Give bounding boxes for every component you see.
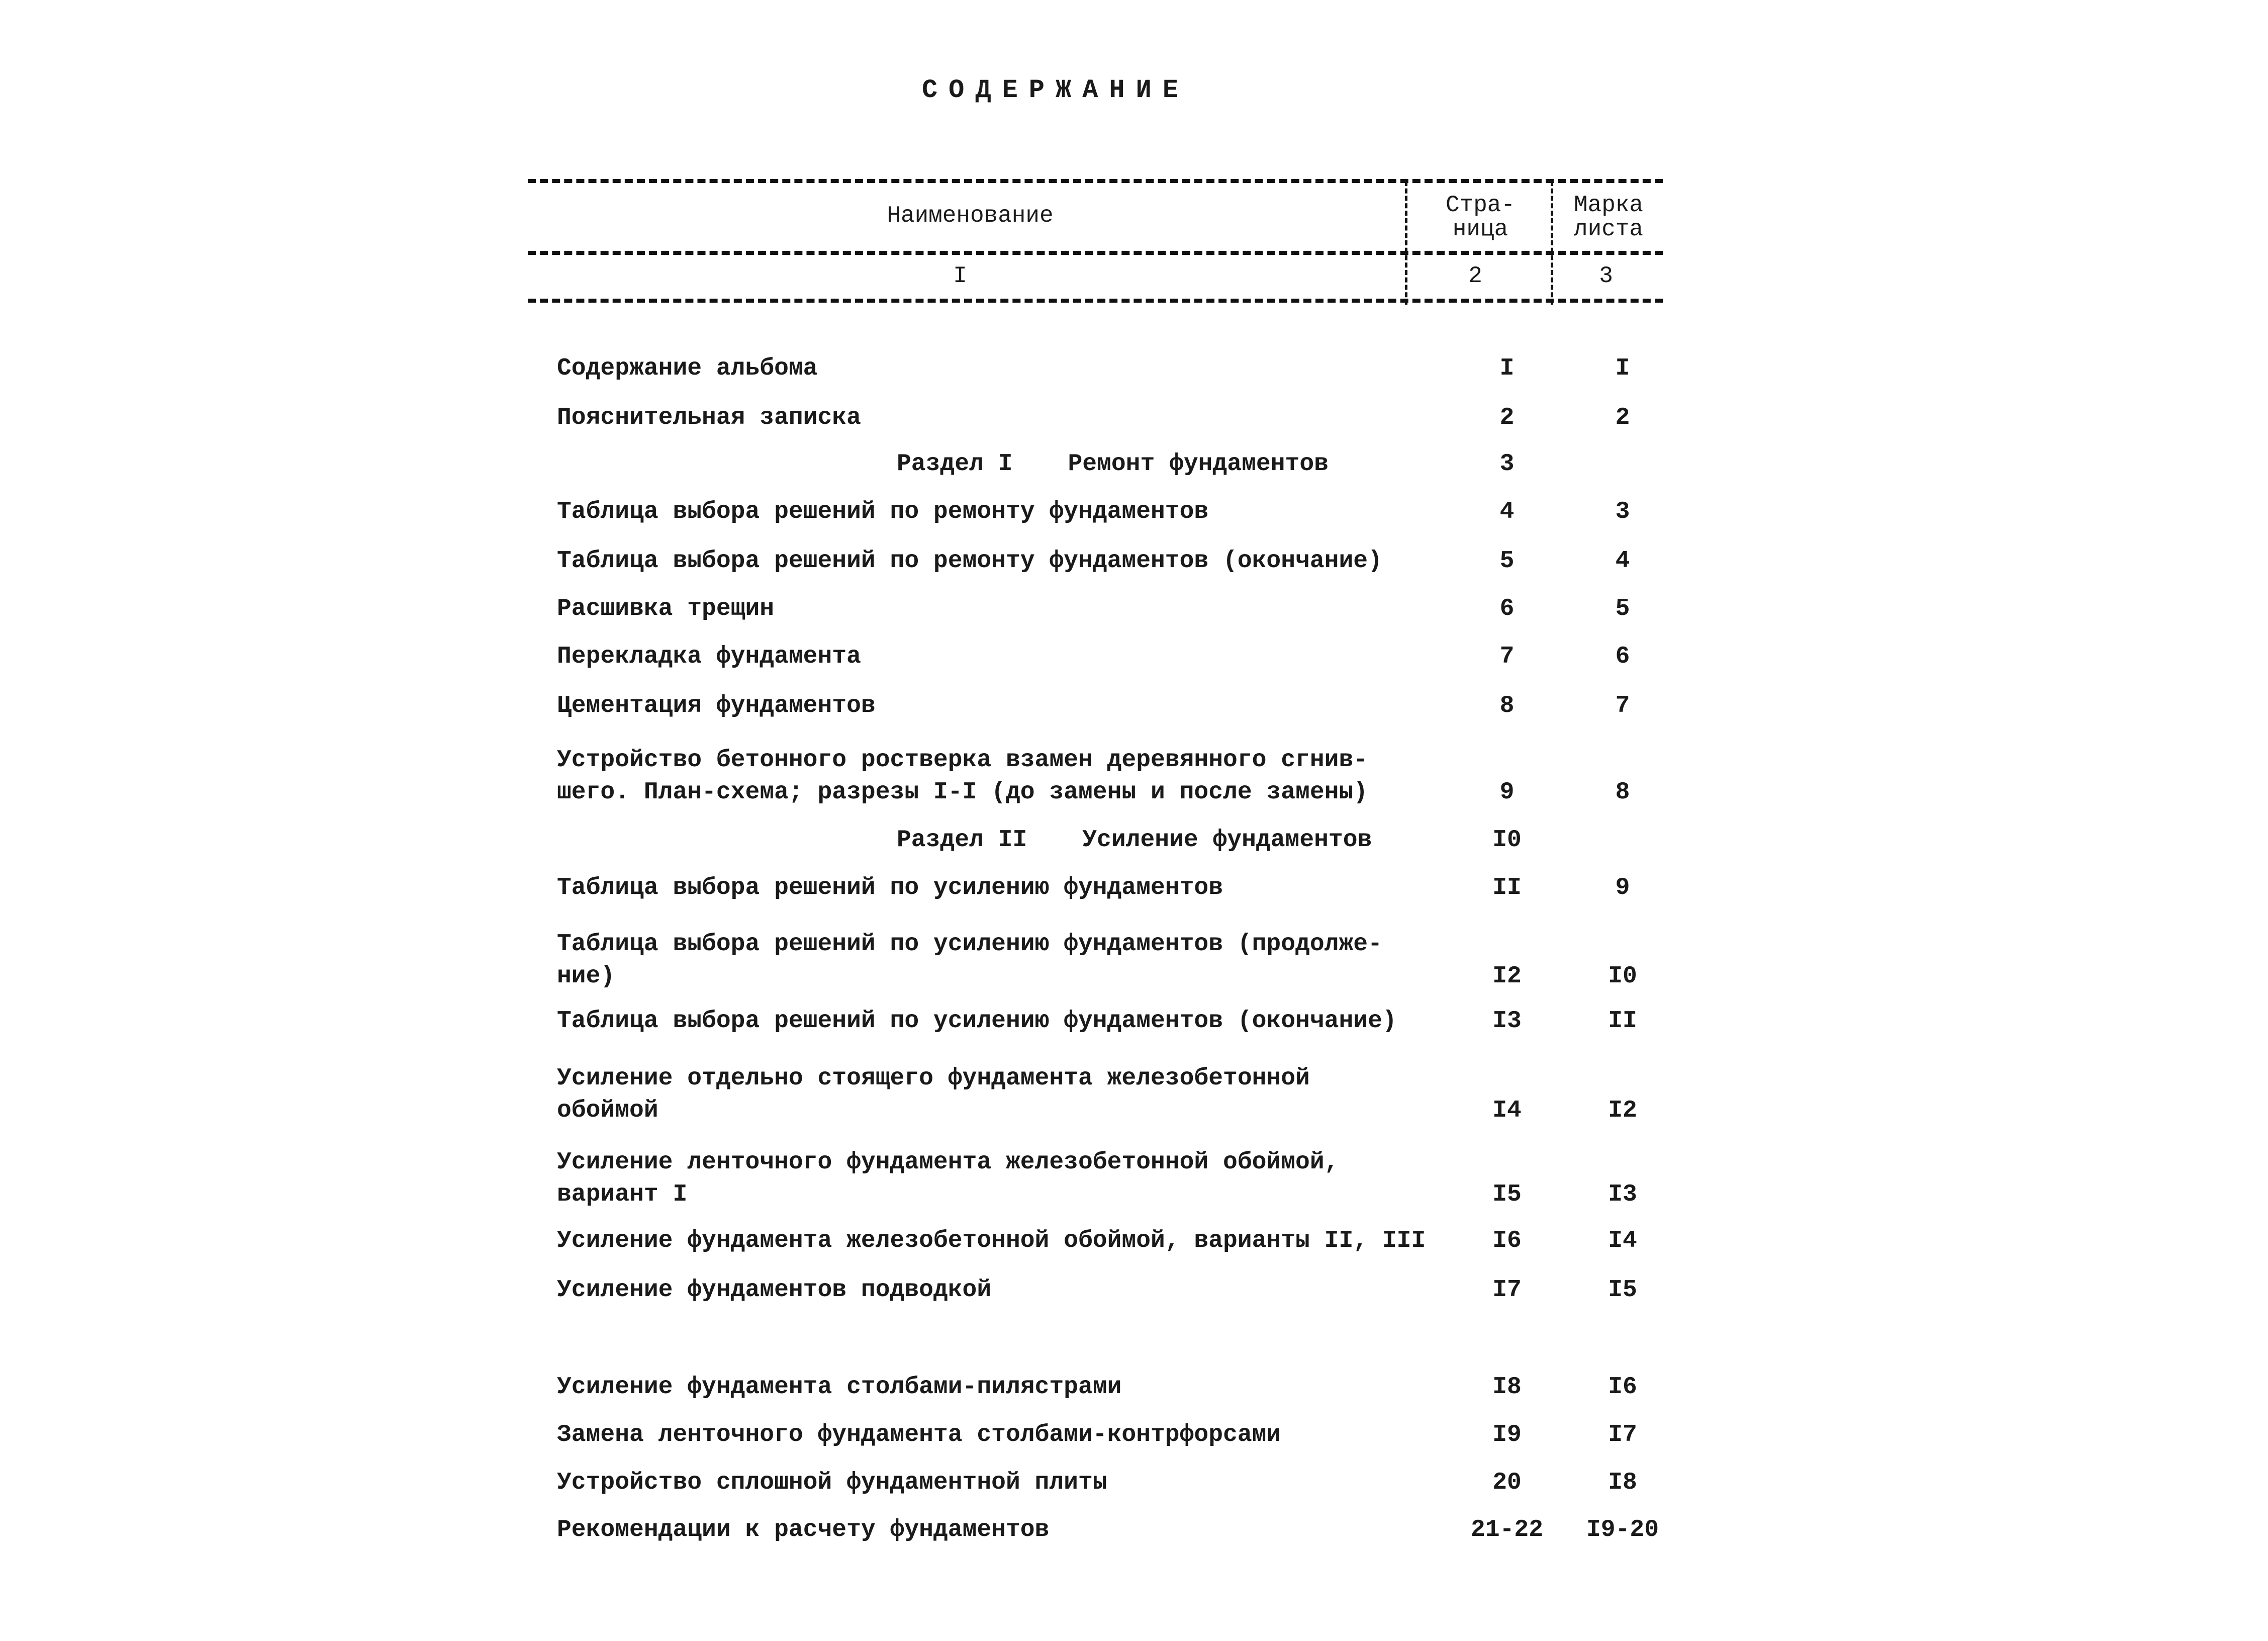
row-mark: 9: [1615, 874, 1630, 901]
row-name: Содержание альбома: [557, 355, 818, 382]
row-name: Усиление фундамента столбами-пилястрами: [557, 1374, 1122, 1401]
row-page: I4: [1492, 1097, 1522, 1124]
table-row: [557, 872, 1663, 904]
row-mark: I8: [1608, 1469, 1637, 1496]
row-page: I3: [1492, 1008, 1522, 1035]
row-page: I2: [1492, 963, 1522, 990]
row-mark: I6: [1608, 1374, 1637, 1401]
row-page: 4: [1499, 498, 1515, 525]
column-divider: [1551, 181, 1553, 305]
row-name: Расшивка трещин: [557, 595, 775, 622]
row-mark: 5: [1615, 595, 1630, 622]
row-mark: 2: [1615, 404, 1630, 431]
row-name: Устройство сплошной фундаментной плиты: [557, 1469, 1107, 1496]
row-mark: I4: [1608, 1227, 1637, 1254]
row-name: Таблица выбора решений по усилению фундаментов: [557, 874, 1223, 901]
row-name: Замена ленточного фундамента столбами-контрфорсами: [557, 1421, 1281, 1448]
section-heading-row: [557, 448, 1663, 480]
row-mark: 8: [1615, 779, 1630, 806]
row-mark: 7: [1615, 692, 1630, 719]
row-page: I0: [1492, 827, 1522, 854]
row-mark: I: [1615, 355, 1630, 382]
row-name: Цементация фундаментов: [557, 692, 876, 719]
row-mark: 4: [1615, 548, 1630, 575]
table-row: [557, 545, 1663, 577]
table-row: [557, 593, 1663, 625]
row-mark: 3: [1615, 498, 1630, 525]
row-name: Усиление фундаментов подводкой: [557, 1277, 992, 1304]
row-page: 2: [1499, 404, 1515, 431]
row-name: Рекомендации к расчету фундаментов: [557, 1516, 1050, 1543]
table-row: [557, 496, 1663, 528]
row-name: Устройство бетонного ростверка взамен деревянного сгнив- шего. План-схема; разрезы I-I (до замены и после замены): [557, 747, 1368, 806]
row-name: Таблица выбора решений по ремонту фундаментов: [557, 498, 1209, 525]
table-row: [557, 1274, 1663, 1306]
row-page: 7: [1499, 643, 1515, 670]
section-title: Усиление фундаментов: [1082, 827, 1372, 854]
row-name: Таблица выбора решений по усилению фундаментов (окончание): [557, 1008, 1397, 1035]
table-row: [557, 1062, 1663, 1127]
row-page: 3: [1499, 450, 1515, 478]
row-mark: I9-20: [1586, 1516, 1659, 1543]
row-name: Усиление фундамента железобетонной обоймой, варианты II, III: [557, 1227, 1426, 1254]
row-name: Пояснительная записка: [557, 404, 861, 431]
row-page: 6: [1499, 595, 1515, 622]
section-label: Раздел I: [897, 450, 1013, 478]
table-row: [557, 402, 1663, 434]
section-label: Раздел II: [897, 827, 1027, 854]
row-name: Таблица выбора решений по усилению фундаментов (продолже- ние): [557, 931, 1382, 990]
row-page: 21-22: [1470, 1516, 1544, 1543]
table-row: [557, 1514, 1663, 1546]
row-page: 20: [1492, 1469, 1522, 1496]
header-mark: Марка листа: [1573, 192, 1644, 242]
table-row: [557, 1419, 1663, 1451]
row-mark: I3: [1608, 1181, 1637, 1208]
row-name: Усиление ленточного фундамента железобетонной обоймой, вариант I: [557, 1149, 1339, 1208]
header-name: Наименование: [887, 203, 1054, 229]
table-top-rule: [528, 179, 1663, 183]
column-number-1: I: [953, 263, 967, 289]
table-row: [557, 1146, 1663, 1211]
row-page: I9: [1492, 1421, 1522, 1448]
row-page: 5: [1499, 548, 1515, 575]
table-row: [557, 1371, 1663, 1403]
row-mark: I5: [1608, 1277, 1637, 1304]
column-divider: [1405, 181, 1407, 305]
row-mark: 6: [1615, 643, 1630, 670]
column-number-3: 3: [1599, 263, 1613, 289]
table-row: [557, 641, 1663, 673]
table-row: [557, 744, 1663, 808]
header-page: Стра- ница: [1445, 192, 1516, 242]
row-page: I: [1499, 355, 1515, 382]
table-row: [557, 928, 1663, 992]
row-page: I6: [1492, 1227, 1522, 1254]
row-mark: I0: [1608, 963, 1637, 990]
table-row: [557, 1225, 1663, 1257]
table-row: [557, 352, 1663, 385]
row-page: 9: [1499, 779, 1515, 806]
row-name: [557, 824, 1781, 856]
row-page: I5: [1492, 1181, 1522, 1208]
table-row: [557, 690, 1663, 722]
row-mark: I7: [1608, 1421, 1637, 1448]
table-numbers-rule: [528, 299, 1663, 303]
row-mark: I2: [1608, 1097, 1637, 1124]
row-page: I8: [1492, 1374, 1522, 1401]
section-title: Ремонт фундаментов: [1068, 450, 1329, 478]
row-page: II: [1492, 874, 1522, 901]
row-page: I7: [1492, 1277, 1522, 1304]
row-name: Усиление отдельно стоящего фундамента железобетонной обоймой: [557, 1065, 1310, 1124]
document-title: СОДЕРЖАНИЕ: [921, 75, 1190, 105]
section-heading-row: [557, 824, 1663, 856]
table-row: [557, 1005, 1663, 1037]
row-name: [557, 448, 1781, 480]
table-row: [557, 1467, 1663, 1499]
row-name: Перекладка фундамента: [557, 643, 861, 670]
row-name: Таблица выбора решений по ремонту фундаментов (окончание): [557, 548, 1382, 575]
table-header-rule: [528, 251, 1663, 255]
column-number-2: 2: [1468, 263, 1482, 289]
row-page: 8: [1499, 692, 1515, 719]
row-mark: II: [1608, 1008, 1637, 1035]
